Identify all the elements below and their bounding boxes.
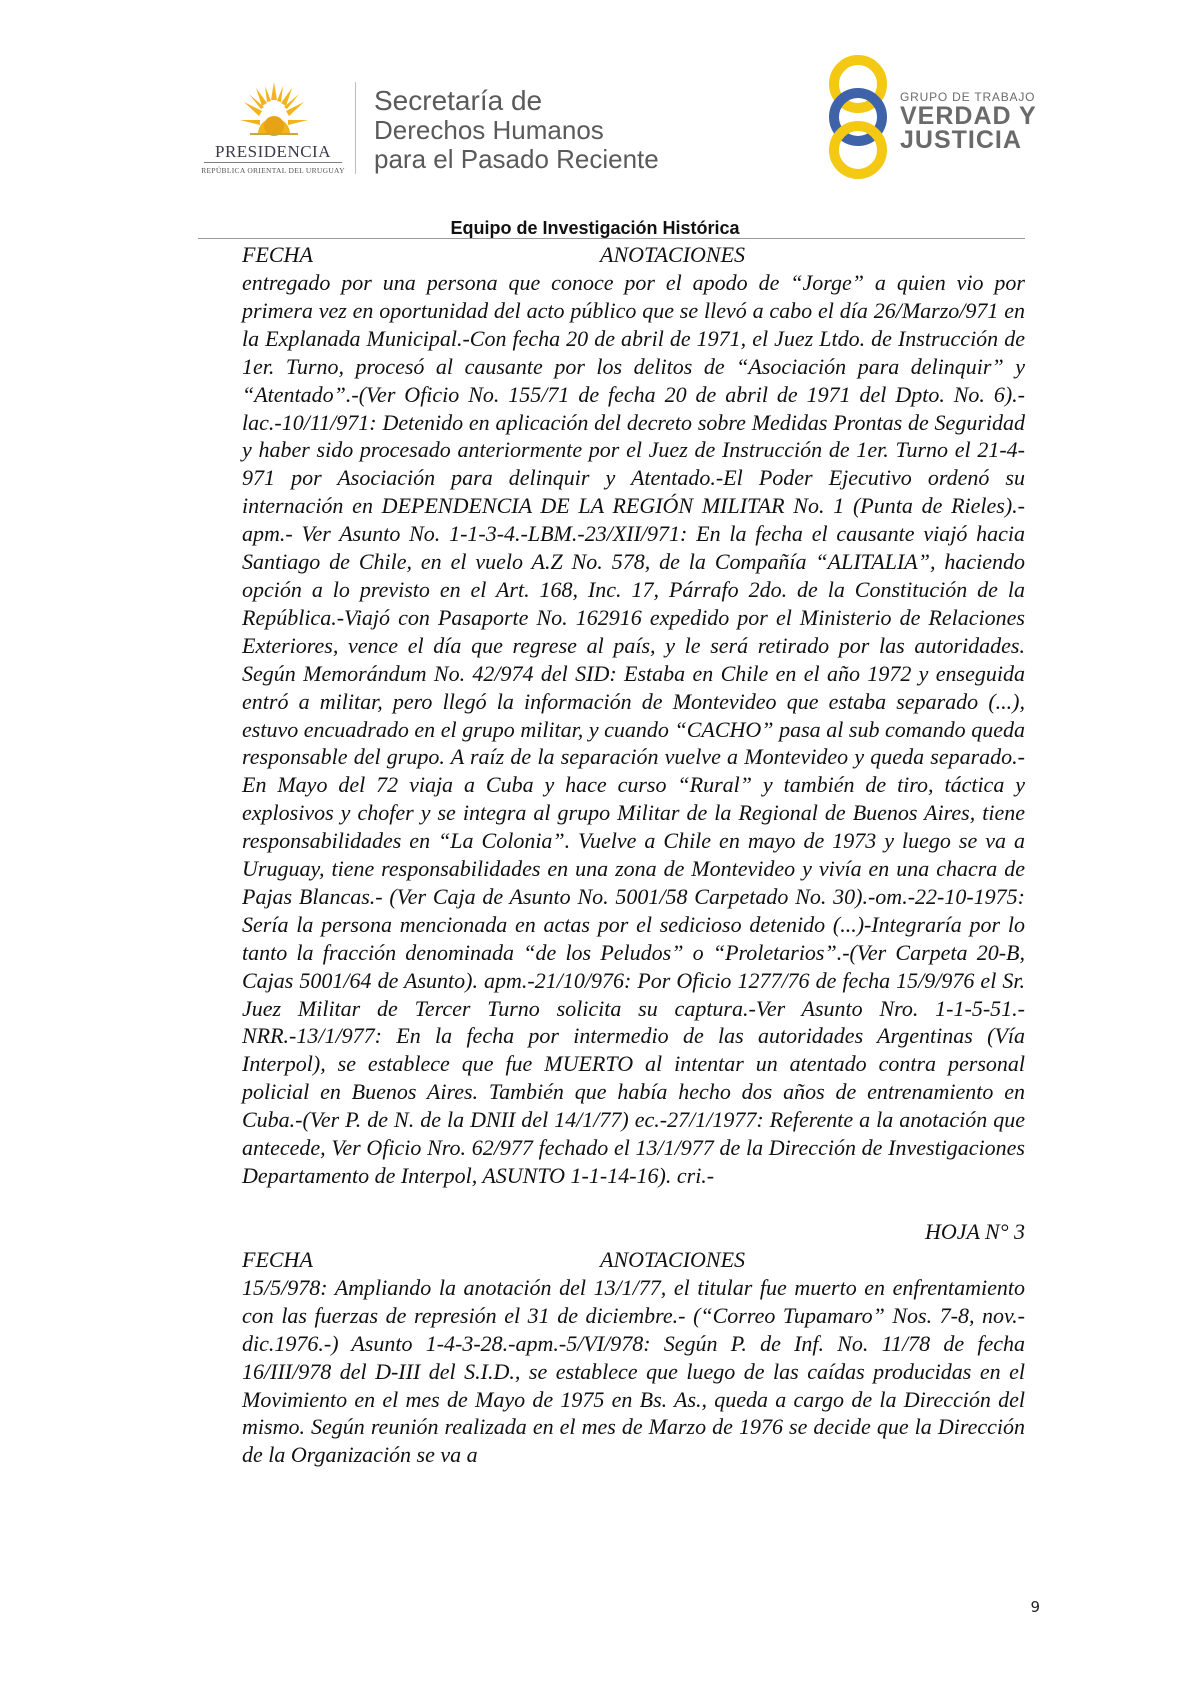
fecha-heading: FECHA — [242, 242, 313, 267]
sheet-number: HOJA N° 3 — [924, 1218, 1025, 1244]
presidencia-name: PRESIDENCIA — [214, 142, 331, 161]
verdad-justicia-text — [900, 90, 1037, 152]
verdad-justicia-rings-icon — [818, 52, 898, 182]
presidencia-subtitle: REPÚBLICA ORIENTAL DEL URUGUAY — [201, 166, 345, 175]
justicia-label: JUSTICIA — [900, 126, 1022, 154]
secretaria-line-2: Derechos Humanos — [374, 115, 604, 145]
presidencia-divider — [204, 162, 342, 163]
column-headings — [242, 241, 1025, 269]
secretaria-logo-text — [374, 86, 659, 174]
page-header — [0, 0, 1190, 238]
document-body — [242, 241, 1025, 1469]
verdad-label: VERDAD Y — [900, 102, 1037, 130]
annotation-paragraph: 15/5/978: Ampliando la anotación del 13/1/77, el titular fue muerto en enfrentamiento con las fuerzas de represión el 31 de diciembre.- (“Correo Tupamaro” Nos. 7-8, nov.-dic.1976.-) Asunto 1-4-3-28.-apm.-5/VI/978: Según P. de Inf. No. 11/78 de fecha 16/III/978 del D-III del S.I.D., se establece que luego de las caídas producidas en el Movimiento en el mes de Mayo de 1975 en Bs. As., queda a cargo de la Dirección del mismo. Según reunión realizada en el mes de Marzo de 1976 se decide que la Dirección de la Organización se va a — [242, 1274, 1025, 1468]
header-rule — [198, 238, 1025, 239]
page-number: 9 — [1030, 1598, 1040, 1616]
secretaria-line-3: para el Pasado Reciente — [374, 144, 659, 174]
column-headings — [242, 1246, 1025, 1274]
annotation-paragraph: entregado por una persona que conoce por el apodo de “Jorge” a quien vio por primera vez en oportunidad del acto público que se llevó a cabo el día 26/Marzo/971 en la Explanada Municipal.-Con fecha 20 de abril de 1971, el Juez Ltdo. de Instrucción de 1er. Turno, procesó al causante por los delitos de “Asociación para delinquir” y “Atentado”.-(Ver Oficio No. 155/71 de fecha 20 de abril de 1971 del Dpto. No. 6).-lac.-10/11/971: Detenido en aplicación del decreto sobre Medidas Prontas de Seguridad y haber sido procesado anteriormente por el Juez de Instrucción de 1er. Turno el 21-4-971 por Asociación para delinquir y Atentado.-El Poder Ejecutivo ordenó su internación en DEPENDENCIA DE LA REGIÓN MILITAR No. 1 (Punta de Rieles).-apm.- Ver Asunto No. 1-1-3-4.-LBM.-23/XII/971: En la fecha el causante viajó hacia Santiago de Chile, en el vuelo A.Z No. 578, de la Compañía “ALITALIA”, haciendo opción a lo previsto en el Art. 168, Inc. 17, Párrafo 2do. de la Constitución de la República.-Viajó con Pasaporte No. 162916 expedido por el Ministerio de Relaciones Exteriores, vence el día que regrese al país, y le será retirado por las autoridades. Según Memorándum No. 42/974 del SID: Estaba en Chile en el año 1972 y enseguida entró a militar, pero llegó la información de Montevideo que estaba separado (...), estuvo encuadrado en el grupo militar, y cuando “CACHO” pasa al sub comando queda responsable del grupo. A raíz de la separación vuelve a Montevideo y queda separado.-En Mayo del 72 viaja a Cuba y hace curso “Rural” y también de tiro, táctica y explosivos y chofer y se integra al grupo Militar de la Regional de Buenos Aires, tiene responsabilidades en “La Colonia”. Vuelve a Chile en mayo de 1973 y luego se va a Uruguay, tiene responsabilidades en una zona de Montevideo y vivía en una chacra de Pajas Blancas.- (Ver Caja de Asunto No. 5001/58 Carpetado No. 30).-om.-22-10-1975: Sería la persona mencionada en actas por el sedicioso detenido (...)-Integraría por lo tanto la fracción denominada “de los Peludos” o “Proletarios”.-(Ver Carpeta 20-B, Cajas 5001/64 de Asunto). apm.-21/10/976: Por Oficio 1277/76 de fecha 15/9/976 el Sr. Juez Militar de Tercer Turno solicita su captura.-Ver Asunto Nro. 1-1-5-51.-NRR.-13/1/977: En la fecha por intermedio de las autoridades Argentinas (Vía Interpol), se establece que fue MUERTO al intentar un atentado contra personal policial en Buenos Aires. También que había hecho dos años de entrenamiento en Cuba.-(Ver P. de N. de la DNII del 14/1/77) ec.-27/1/1977: Referente a la anotación que antecede, Ver Oficio Nro. 62/977 fechado el 13/1/977 de la Dirección de Investigaciones Departamento de Interpol, ASUNTO 1-1-14-16). cri.- — [242, 270, 1025, 1188]
fecha-heading: FECHA — [242, 1246, 313, 1272]
presidencia-logo — [198, 78, 348, 178]
sun-emblem-icon — [238, 78, 310, 150]
secretaria-line-1: Secretaría de — [374, 85, 543, 116]
grupo-trabajo-label: GRUPO DE TRABAJO — [900, 90, 1036, 104]
team-title: Equipo de Investigación Histórica — [450, 218, 740, 238]
anotaciones-heading: ANOTACIONES — [600, 1246, 746, 1272]
anotaciones-heading: ANOTACIONES — [600, 242, 746, 267]
header-separator — [355, 82, 356, 174]
